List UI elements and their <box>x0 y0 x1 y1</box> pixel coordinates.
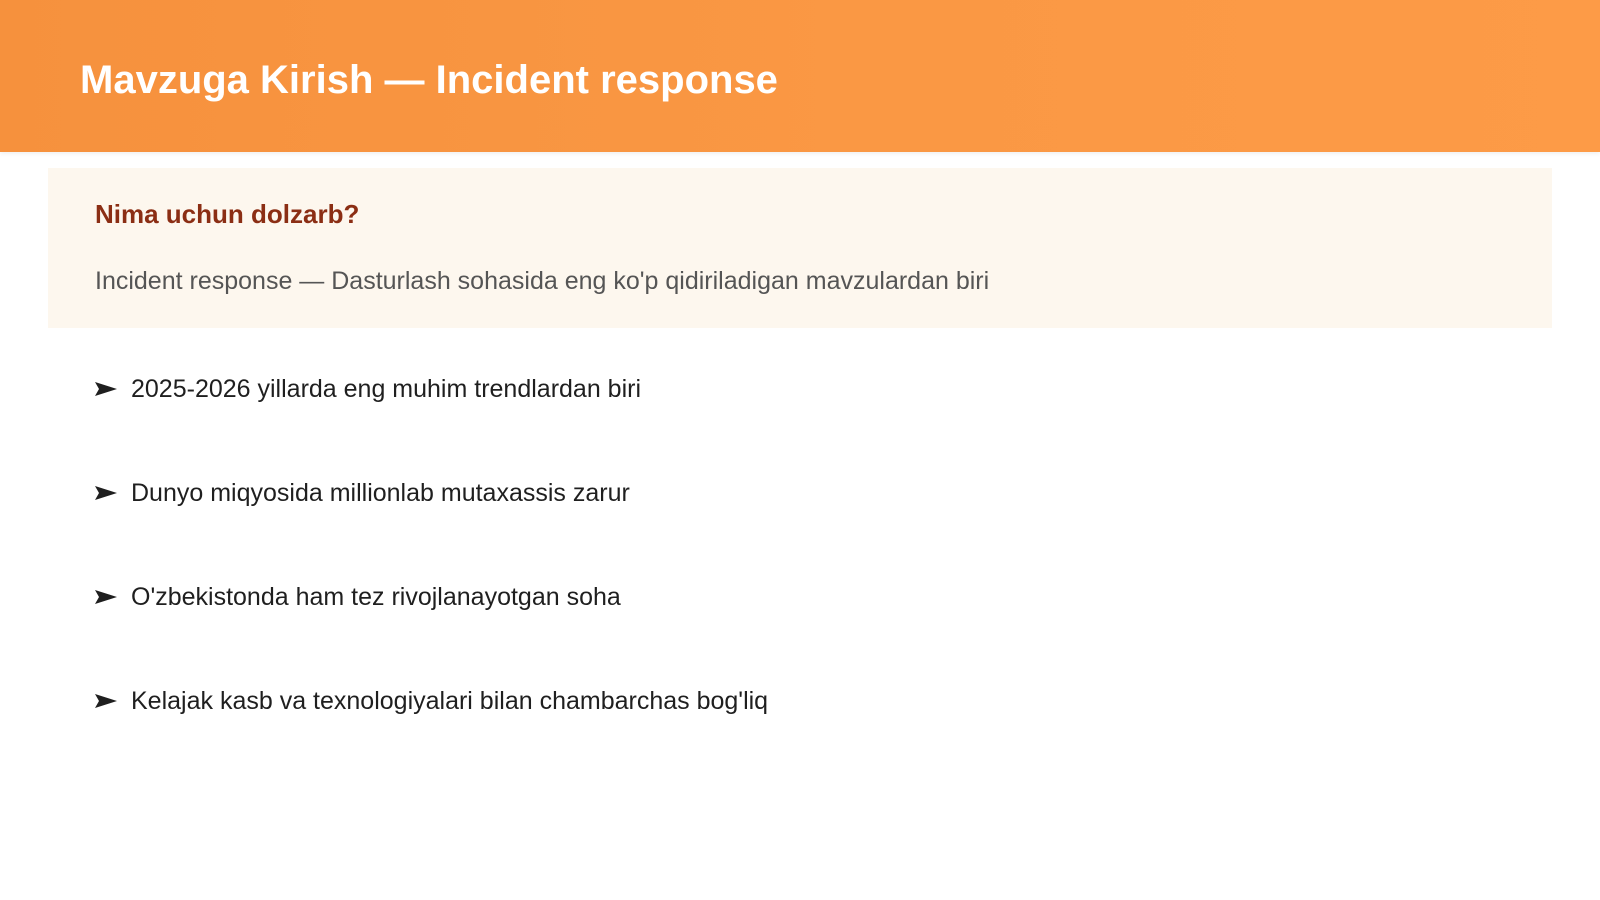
page-title: Mavzuga Kirish — Incident response <box>80 58 778 102</box>
callout-heading: Nima uchun dolzarb? <box>95 199 360 229</box>
triangle-bullet-icon <box>95 381 119 397</box>
bullet-text: O'zbekistonda ham tez rivojlanayotgan soha <box>131 583 621 611</box>
header-bar <box>0 0 1600 152</box>
callout-text: Incident response — Dasturlash sohasida eng ko'p qidiriladigan mavzulardan biri <box>95 267 990 295</box>
bullet-text: 2025-2026 yillarda eng muhim trendlardan biri <box>131 375 642 403</box>
bullet-item-2 <box>95 474 768 578</box>
callout-box <box>48 168 1552 328</box>
bullet-text: Dunyo miqyosida millionlab mutaxassis zarur <box>131 479 630 507</box>
bullet-item-4 <box>95 682 768 786</box>
bullet-text: Kelajak kasb va texnologiyalari bilan chambarchas bog'liq <box>131 687 769 715</box>
triangle-bullet-icon <box>95 693 119 709</box>
bullet-item-3 <box>95 578 768 682</box>
bullet-list <box>95 370 768 786</box>
triangle-bullet-icon <box>95 589 119 605</box>
triangle-bullet-icon <box>95 485 119 501</box>
bullet-item-1 <box>95 370 768 474</box>
